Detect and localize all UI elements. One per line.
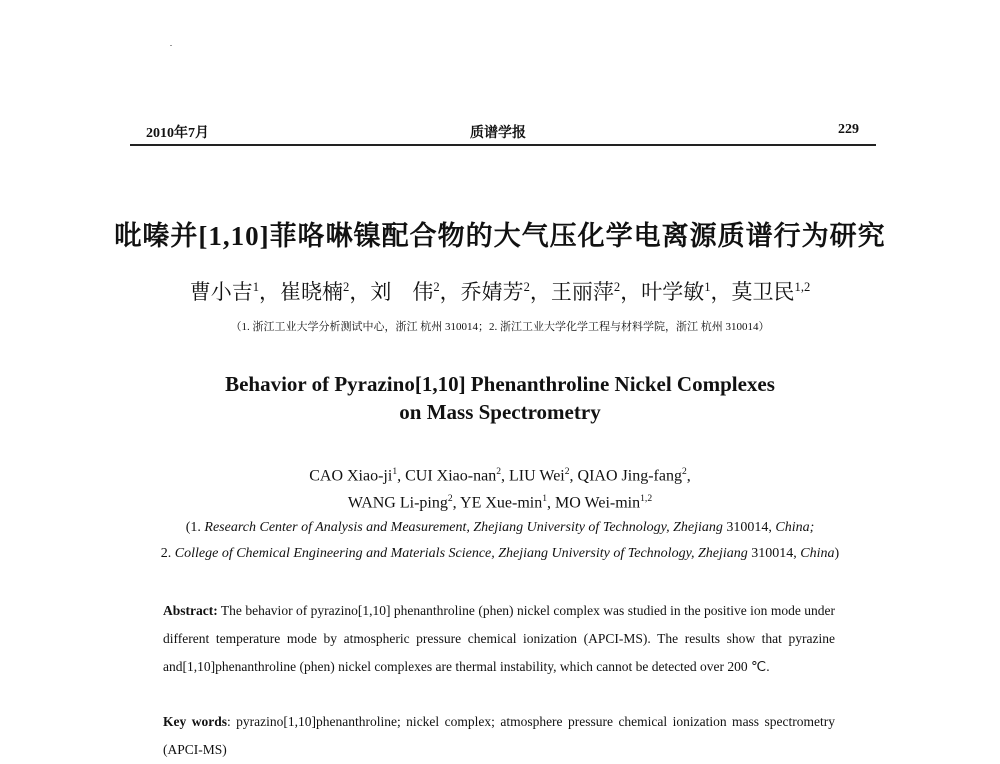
author-separator: , [501, 467, 510, 485]
author-separator: ， [529, 280, 551, 304]
aff2-close: ) [834, 546, 840, 561]
aff2-institution: College of Chemical Engineering and Materials Science, Zhejiang University of Technology, Zhejiang [174, 546, 748, 561]
author-affiliation-marker: 1,2 [794, 280, 811, 294]
author-name: 乔婧芳 [460, 280, 524, 304]
header-page-number: 229 [838, 122, 859, 137]
abstract-label: Abstract: [163, 603, 218, 618]
author-affiliation-marker: 2 [433, 280, 440, 294]
english-title-line-2: on Mass Spectrometry [399, 400, 601, 424]
aff1-number: (1. [185, 520, 205, 535]
author-affiliation-marker: 1 [704, 280, 711, 294]
english-affiliation-2 [0, 546, 1000, 562]
author-name: 曹小吉 [189, 280, 253, 304]
author-affiliation-marker: 2 [681, 466, 687, 477]
author-name: CUI Xiao-nan [405, 467, 497, 485]
author-name: 王丽萍 [550, 280, 614, 304]
author-name: 叶学敏 [641, 280, 705, 304]
aff2-zip: 310014, [747, 546, 801, 561]
abstract [163, 597, 835, 681]
author-separator: , [547, 494, 556, 512]
header-date: 2010年7月 [146, 126, 209, 141]
author-affiliation-marker: 2 [564, 466, 570, 477]
english-affiliation-1 [0, 520, 1000, 536]
author-separator: , [397, 467, 406, 485]
author-separator: ， [620, 280, 642, 304]
aff1-institution: Research Center of Analysis and Measurement, Zhejiang University of Technology, Zhejiang [204, 520, 723, 535]
header-rule [130, 144, 876, 146]
author-separator: ， [349, 280, 371, 304]
chinese-authors [0, 276, 1000, 306]
author-separator: , [686, 467, 691, 485]
author-affiliation-marker: 2 [496, 466, 502, 477]
keywords [163, 708, 835, 764]
aff1-country: China; [775, 520, 815, 535]
chinese-title: 吡嗪并[1,10]菲咯啉镍配合物的大气压化学电离源质谱行为研究 [114, 221, 886, 251]
author-affiliation-marker: 2 [343, 280, 350, 294]
chinese-affiliations: （1. 浙江工业大学分析测试中心，浙江 杭州 310014；2. 浙江工业大学化学工程与材料学院，浙江 杭州 310014） [230, 321, 770, 333]
aff1-zip: 310014, [722, 520, 776, 535]
aff2-country: China [800, 546, 835, 561]
author-affiliation-marker: 2 [523, 280, 530, 294]
author-name: WANG Li-ping [347, 494, 448, 512]
author-affiliation-marker: 1 [542, 493, 548, 504]
author-affiliation-marker: 2 [613, 280, 621, 294]
author-name: YE Xue-min [460, 494, 543, 512]
aff2-number: 2. [160, 546, 175, 561]
author-separator: , [452, 494, 461, 512]
scan-speck [170, 45, 172, 46]
author-name: CAO Xiao-ji [309, 467, 393, 485]
author-affiliation-marker: 2 [447, 493, 453, 504]
author-separator: ， [259, 280, 281, 304]
author-affiliation-marker: 1 [392, 466, 398, 477]
keywords-label: Key words [163, 714, 227, 729]
english-authors-line-1 [0, 466, 1000, 485]
author-separator: , [569, 467, 578, 485]
author-name: MO Wei-min [555, 494, 641, 512]
author-name: LIU Wei [509, 467, 565, 485]
english-authors-line-2 [0, 493, 1000, 512]
author-name: 崔晓楠 [280, 280, 344, 304]
author-affiliation-marker: 1 [252, 280, 260, 294]
header-journal: 质谱学报 [470, 126, 526, 141]
author-name: QIAO Jing-fang [577, 467, 682, 485]
author-name: 莫卫民 [731, 280, 795, 304]
author-separator: ， [439, 280, 461, 304]
abstract-text: The behavior of pyrazino[1,10] phenanthroline (phen) nickel complex was studied in the positive ion mode under different temperature mode by atmospheric pressure chemical ionization (APCI-MS). The results show that pyrazine and[1,10]phenanthroline (phen) nickel complexes are thermal instability, which cannot be detected over 200 ℃. [163, 603, 835, 674]
author-separator: ， [710, 280, 732, 304]
english-title-line-1: Behavior of Pyrazino[1,10] Phenanthroline Nickel Complexes [225, 372, 775, 396]
keywords-text: : pyrazino[1,10]phenanthroline; nickel complex; atmosphere pressure chemical ionization mass spectrometry (APCI-MS) [163, 714, 835, 757]
author-affiliation-marker: 1,2 [640, 493, 653, 504]
author-name: 刘 伟 [370, 280, 434, 304]
